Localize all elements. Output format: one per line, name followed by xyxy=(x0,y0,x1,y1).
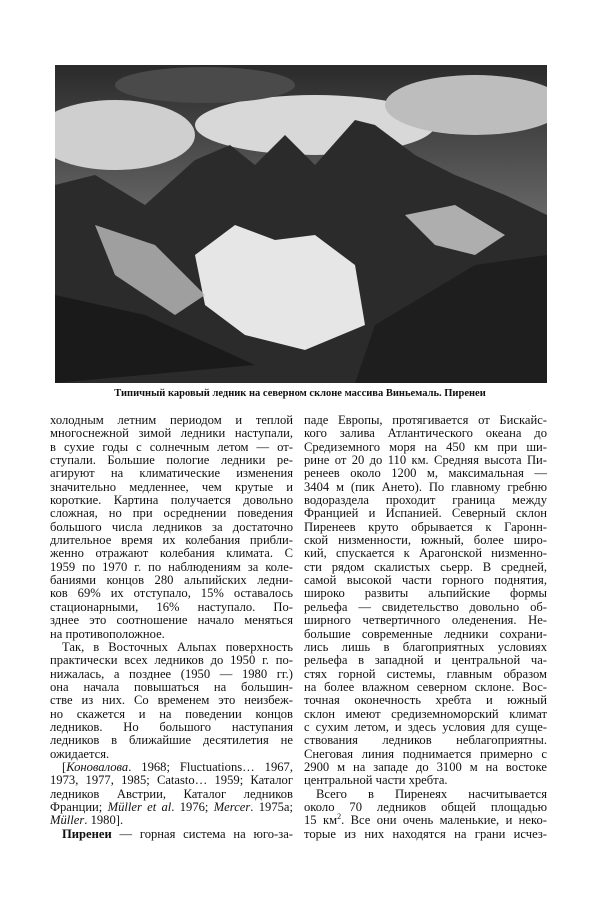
text-line xyxy=(50,454,293,467)
text-line xyxy=(50,774,293,787)
text-line xyxy=(304,494,547,507)
author-citation: Müller xyxy=(50,813,85,828)
section-heading: Пиренеи xyxy=(62,826,112,841)
text-segment: 3404 м (пик Ането). По главному гребню xyxy=(304,479,547,494)
text-line xyxy=(50,587,293,600)
text-segment: большого числа ледников за достаточно xyxy=(50,519,293,534)
text-line xyxy=(304,481,547,494)
text-line xyxy=(50,734,293,747)
text-line xyxy=(50,467,293,480)
text-line xyxy=(304,521,547,534)
text-segment: . 1975a; xyxy=(250,799,293,814)
text-line xyxy=(50,614,293,627)
text-line xyxy=(50,574,293,587)
text-line xyxy=(50,441,293,454)
text-line xyxy=(50,414,293,427)
text-line xyxy=(304,587,547,600)
text-line xyxy=(304,454,547,467)
text-line xyxy=(50,628,293,641)
text-segment: кого залива Атлантического океана до xyxy=(304,426,547,441)
text-segment: ширного четвертичного оледенения. Не- xyxy=(304,613,547,628)
text-line xyxy=(50,547,293,560)
text-segment: . Все они очень маленькие, и неко- xyxy=(341,813,547,828)
text-segment: на противоположное. xyxy=(50,626,165,641)
text-line xyxy=(50,507,293,520)
text-segment: ков 69% их отступало, 15% оставалось xyxy=(50,586,293,601)
text-segment: 2900 м на западе до 3100 м на востоке xyxy=(304,759,547,774)
author-citation: Müller et al xyxy=(107,799,172,814)
text-line xyxy=(304,761,547,774)
text-line xyxy=(304,614,547,627)
text-line xyxy=(304,547,547,560)
text-segment: водораздела проходит граница между xyxy=(304,493,547,508)
text-segment: 1959 по 1970 г. по наблюдениям за коле- xyxy=(50,559,293,574)
text-segment: ледников. Но большого наступания xyxy=(50,719,293,734)
text-segment: ступали. Большие пологие ледники ре- xyxy=(50,453,293,468)
text-line xyxy=(50,427,293,440)
text-segment: рельефа — свидетельство довольно об- xyxy=(304,599,547,614)
text-segment: рельефа в западной и центральной ча- xyxy=(304,653,547,668)
text-line xyxy=(304,414,547,427)
text-line xyxy=(50,494,293,507)
text-segment: короткие. Картина получается довольно xyxy=(50,493,293,508)
text-segment: паде Европы, протягивается от Бискайс- xyxy=(304,413,547,427)
text-line xyxy=(304,601,547,614)
text-line xyxy=(304,641,547,654)
text-segment: ствования ледников неблагоприятны. xyxy=(304,733,547,748)
text-segment: 2 xyxy=(337,812,342,822)
text-segment: ледников в ближайшие десятилетия не xyxy=(50,733,293,748)
text-segment: . 1980]. xyxy=(84,813,124,828)
text-segment: кий, спускается к Арагонской низменно- xyxy=(304,546,547,561)
left-text-column xyxy=(50,414,293,841)
text-line xyxy=(304,427,547,440)
text-line xyxy=(50,748,293,761)
text-segment: самой высокой части горного поднятия, xyxy=(304,573,547,588)
text-line xyxy=(50,641,293,654)
text-line xyxy=(50,721,293,734)
text-segment: сти рядом скалистых сьерр. В средней, xyxy=(304,559,547,574)
text-line xyxy=(50,694,293,707)
text-segment: Пиренеев круто обрывается к Гаронн- xyxy=(304,519,547,534)
text-segment: Францией и Испанией. Северный склон xyxy=(304,506,547,521)
text-line xyxy=(304,694,547,707)
text-segment: около 70 ледников общей площадью xyxy=(304,799,547,814)
text-line xyxy=(304,668,547,681)
text-line xyxy=(304,721,547,734)
text-segment: Снеговая линия поднимается примерно с xyxy=(304,746,547,761)
text-segment: значительно медленнее, чем крутые и xyxy=(50,479,293,494)
text-segment: [ xyxy=(62,759,67,774)
text-line xyxy=(50,814,293,827)
glacier-photo xyxy=(55,65,547,383)
text-line xyxy=(304,788,547,801)
text-segment: стационарными, 16% наступало. По- xyxy=(50,599,293,614)
text-segment: . 1968; Fluctuations… 1967, xyxy=(128,759,293,774)
text-segment: баниями концов 280 альпийских ледни- xyxy=(50,573,293,588)
text-segment: большие современные ледники сохрани- xyxy=(304,626,547,641)
text-segment: ожидается. xyxy=(50,746,110,761)
text-segment: склон имеют средиземноморский климат xyxy=(304,706,547,721)
text-segment: в сухие годы с солнечным летом — от- xyxy=(50,439,293,454)
author-citation: Коновалова xyxy=(66,759,129,774)
text-line xyxy=(50,481,293,494)
text-segment: Средиземного моря на 450 км при ши- xyxy=(304,439,547,454)
mountain-photo-image xyxy=(55,65,547,383)
text-line xyxy=(304,734,547,747)
text-segment: 15 км xyxy=(304,813,338,828)
text-segment: с сухим летом, и здесь условия для суще- xyxy=(304,719,547,734)
text-line xyxy=(304,467,547,480)
text-segment: ренеев около 1200 м, максимальная — xyxy=(304,466,547,481)
text-segment: длительное время их колебания прибли- xyxy=(50,533,293,548)
text-line xyxy=(50,801,293,814)
text-segment: . 1976; xyxy=(171,799,214,814)
text-line xyxy=(304,681,547,694)
text-segment: многоснежной зимой ледники наступали, xyxy=(50,426,293,441)
text-segment: женно отражают колебания климата. С xyxy=(50,546,293,561)
text-line xyxy=(304,708,547,721)
text-segment: зднее это соотношение начало меняться xyxy=(50,613,293,628)
text-segment: ледников Австрии, Каталог ледников xyxy=(50,786,293,801)
text-line xyxy=(50,708,293,721)
text-segment: — горная система на юго-за- xyxy=(111,826,293,841)
photo-caption: Типичный каровый ледник на северном склоне массива Виньемаль. Пиренеи xyxy=(114,388,486,399)
text-line xyxy=(50,601,293,614)
text-line xyxy=(50,534,293,547)
text-line xyxy=(304,574,547,587)
text-segment: стве из них. Со временем это неизбеж- xyxy=(50,693,293,708)
text-segment: нижалась, а позднее (1950 — 1980 гг.) xyxy=(50,666,293,681)
text-line xyxy=(50,788,293,801)
text-line xyxy=(50,654,293,667)
text-line xyxy=(304,441,547,454)
text-segment: стях горной системы, главным образом xyxy=(304,666,547,681)
text-line xyxy=(50,761,293,774)
text-segment: агируют на климатические изменения xyxy=(50,466,293,481)
text-line xyxy=(304,774,547,787)
text-segment: широко развиты альпийские формы xyxy=(304,586,547,601)
text-segment: Так, в Восточных Альпах поверхность xyxy=(62,639,293,654)
text-segment: Франции; xyxy=(50,799,108,814)
text-line xyxy=(304,654,547,667)
text-line xyxy=(304,748,547,761)
text-segment: Всего в Пиренеях насчитывается xyxy=(316,786,547,801)
text-line xyxy=(304,534,547,547)
text-segment: она начала повышаться на большин- xyxy=(50,679,293,694)
text-segment: рине от 20 до 110 км. Средняя высота Пи- xyxy=(304,453,547,468)
text-line xyxy=(304,561,547,574)
text-segment: на более влажном северном склоне. Вос- xyxy=(304,679,547,694)
text-segment: но скажется и на поведении концов xyxy=(50,706,293,721)
author-citation: Mercer xyxy=(213,799,251,814)
text-line xyxy=(50,561,293,574)
text-line xyxy=(50,681,293,694)
text-segment: лись лишь в благоприятных условиях xyxy=(304,639,547,654)
text-segment: центральной части хребта. xyxy=(304,773,448,788)
text-segment: сложная, но при осреднении поведения xyxy=(50,506,293,521)
text-line xyxy=(50,668,293,681)
text-segment: торые из них находятся на грани исчез- xyxy=(304,826,547,841)
text-line xyxy=(304,507,547,520)
text-segment: ской низменности, южный, более широ- xyxy=(304,533,547,548)
text-segment: 1973, 1977, 1985; Catasto… 1959; Каталог xyxy=(50,773,293,788)
right-text-column xyxy=(304,414,547,841)
text-line xyxy=(304,814,547,827)
text-line xyxy=(50,521,293,534)
text-line xyxy=(50,828,293,841)
text-line xyxy=(304,628,547,641)
text-line xyxy=(304,828,547,841)
text-segment: точная оконечность хребта и южный xyxy=(304,693,547,708)
text-segment: практически всех ледников до 1950 г. по- xyxy=(50,653,293,668)
text-segment: холодным летним периодом и теплой xyxy=(50,413,293,427)
